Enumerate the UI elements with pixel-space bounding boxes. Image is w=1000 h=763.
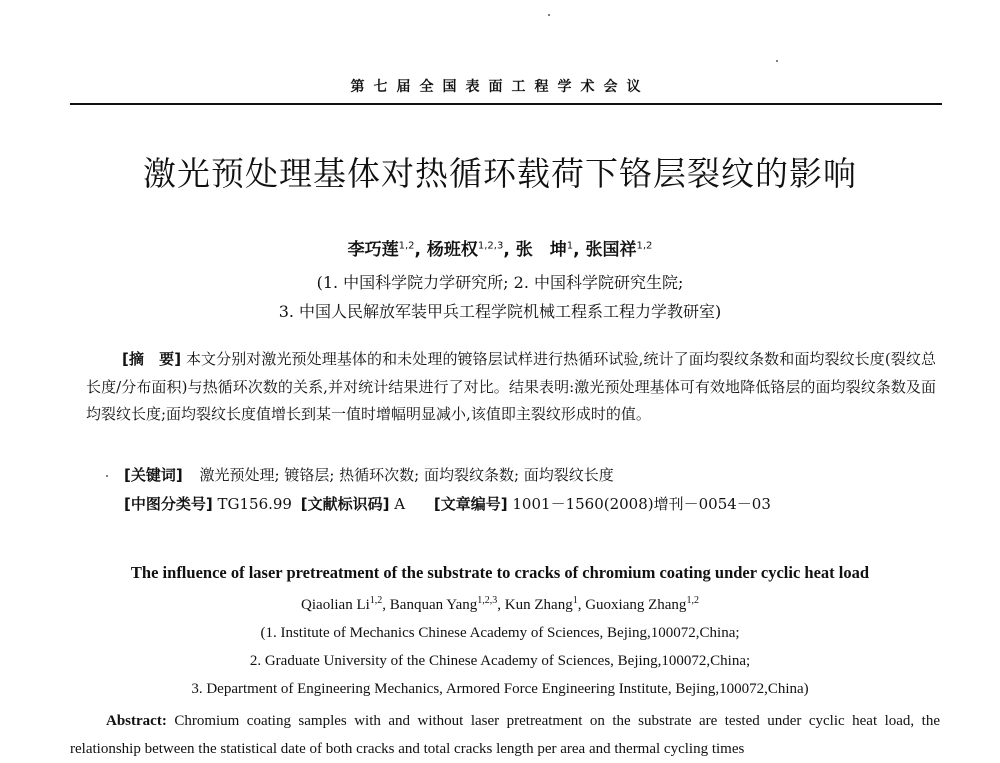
author-affil-sup: 1 <box>566 240 574 252</box>
author-affil-sup: 1,2 <box>686 595 699 606</box>
abstract-en-label: Abstract: <box>106 713 167 729</box>
author-en: Guoxiang Zhang <box>585 597 687 613</box>
author-affil-sup: 1,2 <box>636 240 653 252</box>
author-en: Kun Zhang <box>504 597 573 613</box>
author-cn: 张 坤 <box>515 240 567 260</box>
doc-code-label: [文献标识码] <box>300 495 390 513</box>
abstract-en-text: Chromium coating samples with and without laser pretreatment on the substrate are tested under cyclic heat load, the relationship between the statistical date of both cracks and total cracks length per area and thermal cycling times <box>70 713 940 757</box>
authors-cn: 李巧莲$^{1,2}$, 杨班权$^{1,2,3}$, 张 坤$^1$, 张国祥$^{1,2}$ <box>347 240 653 260</box>
author-cn: 杨班权 <box>426 240 478 260</box>
clc-value: TG156.99 <box>217 495 292 513</box>
author-cn: 张国祥 <box>585 240 637 260</box>
scan-speck <box>548 14 550 16</box>
scan-speck <box>106 475 108 477</box>
author-en: Qiaolian Li <box>301 597 370 613</box>
affiliation-en-line: (1. Institute of Mechanics Chinese Academy of Sciences, Bejing,100072,China; <box>260 625 740 641</box>
article-no-label: [文章编号] <box>433 495 508 513</box>
paper-title-en: The influence of laser pretreatment of the substrate to cracks of chromium coating under cyclic heat load <box>130 563 870 582</box>
author-en: Banquan Yang <box>389 597 478 613</box>
abstract-cn <box>86 346 936 429</box>
author-cn: 李巧莲 <box>347 240 399 260</box>
keywords-cn <box>124 464 614 485</box>
keywords-cn-label: [关键词] <box>124 466 183 484</box>
abstract-en <box>70 707 940 763</box>
author-affil-sup: 1,2 <box>369 595 383 606</box>
authors-en: Qiaolian Li$^{1,2}$, Banquan Yang$^{1,2,3}$, Kun Zhang$^1$, Guoxiang Zhang$^{1,2}$ <box>301 595 699 613</box>
affiliation-cn-line: 3. 中国人民解放军装甲兵工程学院机械工程系工程力学教研室) <box>278 302 722 321</box>
author-affil-sup: 1,2,3 <box>477 240 504 252</box>
author-affil-sup: 1,2 <box>398 240 415 252</box>
classification-line <box>124 493 771 514</box>
header-rule <box>70 103 942 105</box>
abstract-cn-text: 本文分别对激光预处理基体的和未处理的镀铬层试样进行热循环试验,统计了面均裂纹条数和面均裂纹长度(裂纹总长度/分布面积)与热循环次数的关系,并对统计结果进行了对比。结果表明:激光预处理基体可有效地降低铬层的面均裂纹条数及面均裂纹长度;面均裂纹长度值增长到某一值时增幅明显减小,该值即主裂纹形成时的值。 <box>86 350 936 423</box>
clc-label: [中图分类号] <box>124 495 213 513</box>
keywords-cn-text: 激光预处理; 镀铬层; 热循环次数; 面均裂纹条数; 面均裂纹长度 <box>199 466 614 484</box>
scan-speck <box>776 60 778 62</box>
abstract-cn-label: [摘 要] <box>122 350 182 368</box>
affiliation-cn-line: (1. 中国科学院力学研究所; 2. 中国科学院研究生院; <box>316 273 684 292</box>
conference-header: 第七届全国表面工程学术会议 <box>350 79 650 95</box>
doc-code-value: A <box>394 495 406 513</box>
article-no-value: 1001－1560(2008)增刊－0054－03 <box>512 495 771 513</box>
affiliation-en-line: 3. Department of Engineering Mechanics, Armored Force Engineering Institute, Bejing,100072,China) <box>191 681 809 697</box>
affiliation-en-line: 2. Graduate University of the Chinese Academy of Sciences, Bejing,100072,China; <box>249 653 751 669</box>
author-affil-sup: 1 <box>572 595 578 606</box>
author-affil-sup: 1,2,3 <box>477 595 498 606</box>
paper-title-cn: 激光预处理基体对热循环载荷下铬层裂纹的影响 <box>143 154 857 193</box>
